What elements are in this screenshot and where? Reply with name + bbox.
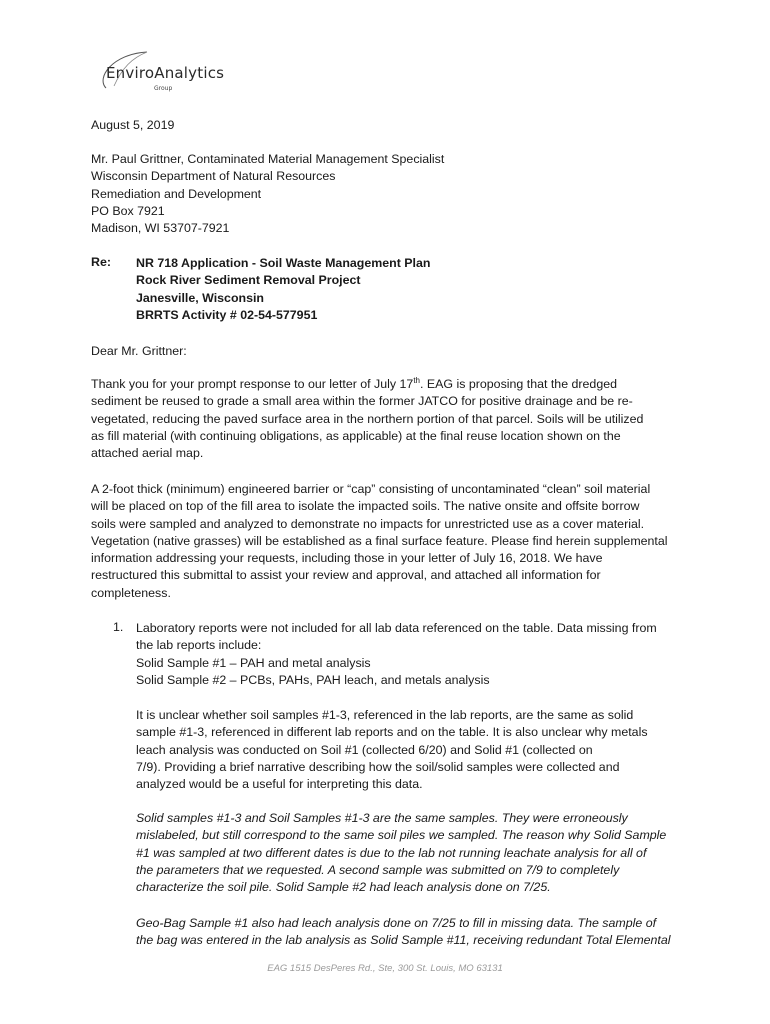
item1-question — [136, 707, 696, 793]
paragraph-line: A 2-foot thick (minimum) engineered barrier or “cap” consisting of uncontaminated “clean” soil material — [91, 482, 651, 496]
list-line: Solid Sample #2 – PCBs, PAHs, PAH leach, and metals analysis — [136, 672, 490, 687]
recipient-line: Wisconsin Department of Natural Resources — [91, 169, 336, 184]
paragraph-line: vegetated, reducing the paved surface area in the northern portion of that parcel. Soils will be utilized — [91, 411, 644, 426]
list-line: It is unclear whether soil samples #1-3, referenced in the lab reports, are the same as solid — [136, 708, 634, 722]
recipient-line: Remediation and Development — [91, 186, 262, 201]
response-line: the bag was entered in the lab analysis as Solid Sample #11, receiving redundant Total Elemental — [136, 933, 671, 948]
paragraph-line: attached aerial map. — [91, 446, 204, 461]
paragraph-line: restructured this submittal to assist your review and approval, and attached all information for — [91, 568, 601, 583]
paragraph-line: as fill material (with continuing obligations, as applicable) at the final reuse location shown on the — [91, 428, 621, 443]
recipient-line: Madison, WI 53707-7921 — [91, 221, 230, 236]
response-line: #1 was sampled at two different dates is due to the lab not running leachate analysis for all of — [136, 845, 647, 860]
letter-date: August 5, 2019 — [91, 118, 175, 132]
list-line: analyzed would be a useful for interpreting this data. — [136, 777, 423, 792]
salutation: Dear Mr. Grittner: — [91, 344, 187, 358]
paragraph-line: Thank you for your prompt response to our letter of July 17th. EAG is proposing that the dredged — [91, 375, 617, 391]
logo-sub: Group — [154, 85, 173, 92]
re-line: NR 718 Application - Soil Waste Management Plan — [136, 256, 431, 270]
re-line: BRRTS Activity # 02-54-577951 — [136, 307, 318, 322]
list-line: leach analysis was conducted on Soil #1 (collected 6/20) and Solid #1 (collected on — [136, 742, 593, 757]
recipient-block — [91, 151, 691, 237]
item1-response-2 — [136, 915, 696, 950]
response-line: mislabeled, but still correspond to the same soil piles we sampled. The reason why Solid Sample — [136, 828, 667, 843]
re-subject — [136, 255, 430, 324]
list-item-number: 1. — [113, 620, 124, 634]
response-line: the parameters that we requested. A second sample was submitted on 7/9 to completely — [136, 862, 620, 877]
logo-name: EnviroAnalytics — [106, 64, 225, 82]
response-line: characterize the soil pile. Solid Sample #2 had leach analysis done on 7/25. — [136, 880, 551, 895]
paragraph-line: soils were sampled and analyzed to demonstrate no impacts for unrestricted use as a cover material. — [91, 516, 645, 531]
paragraph-line: Vegetation (native grasses) will be established as a final surface feature. Please find herein supplemental — [91, 533, 668, 548]
response-line: Geo-Bag Sample #1 also had leach analysis done on 7/25 to fill in missing data. The sample of — [136, 916, 657, 930]
paragraph-line: sediment be reused to grade a small area within the former JATCO for positive drainage and be re- — [91, 394, 633, 409]
company-logo — [92, 48, 242, 98]
re-label: Re: — [91, 255, 111, 269]
recipient-line: Mr. Paul Grittner, Contaminated Material Management Specialist — [91, 152, 445, 166]
paragraph-line: completeness. — [91, 585, 171, 600]
item1-intro — [136, 620, 696, 689]
paragraph-1 — [91, 376, 691, 462]
list-line: the lab reports include: — [136, 638, 262, 653]
item1-response-1 — [136, 810, 696, 896]
re-line: Janesville, Wisconsin — [136, 290, 264, 305]
list-line: Solid Sample #1 – PAH and metal analysis — [136, 655, 371, 670]
list-line: Laboratory reports were not included for all lab data referenced on the table. Data missing from — [136, 621, 657, 635]
list-line: sample #1-3, referenced in different lab reports and on the table. It is also unclear why metals — [136, 725, 648, 740]
paragraph-2 — [91, 481, 691, 602]
recipient-line: PO Box 7921 — [91, 203, 165, 218]
paragraph-line: information addressing your requests, including those in your letter of July 16, 2018. We have — [91, 551, 603, 566]
page-footer: EAG 1515 DesPeres Rd., Ste, 300 St. Louis, MO 63131 — [267, 963, 503, 974]
response-line: Solid samples #1-3 and Soil Samples #1-3 are the same samples. They were erroneously — [136, 811, 628, 825]
re-line: Rock River Sediment Removal Project — [136, 273, 361, 288]
paragraph-line: will be placed on top of the fill area to isolate the impacted soils. The native onsite and offsite borrow — [91, 499, 640, 514]
list-line: 7/9). Providing a brief narrative describing how the soil/solid samples were collected and — [136, 759, 620, 774]
